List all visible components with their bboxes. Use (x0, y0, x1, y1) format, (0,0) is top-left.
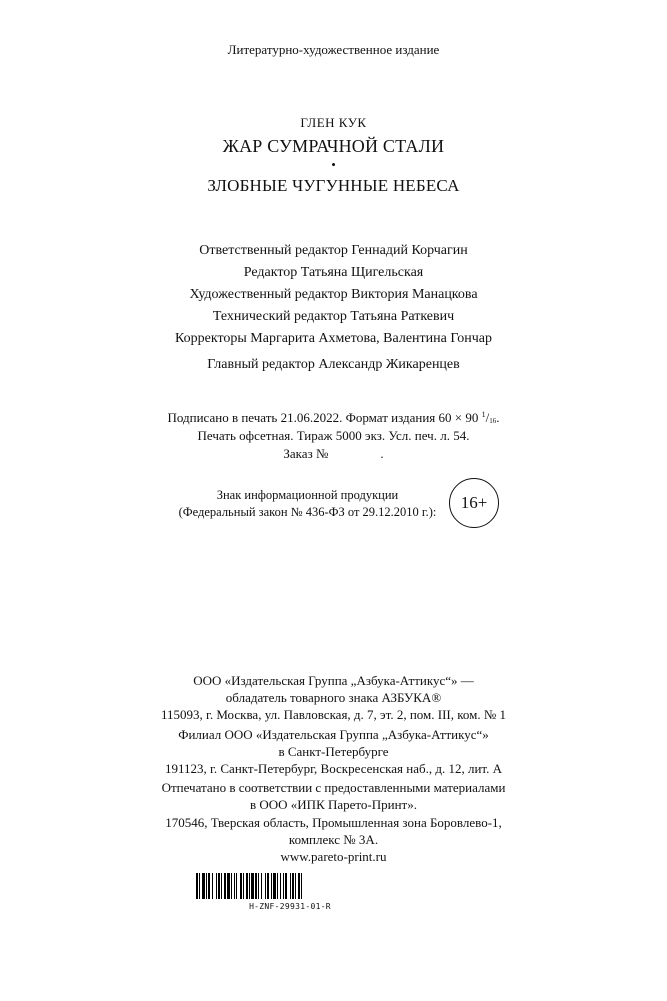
barcode (196, 873, 386, 899)
barcode-text: H-ZNF-29931-01-R (249, 902, 331, 911)
printer-address: 170546, Тверская область, Промышленная зона Боровлево-1, (165, 815, 502, 830)
book-title-2: ЗЛОБНЫЕ ЧУГУННЫЕ НЕБЕСА (207, 176, 460, 195)
order-number: Заказ № . (283, 446, 384, 461)
book-title-1: ЖАР СУМРАЧНОЙ СТАЛИ (222, 136, 445, 156)
author-name: ГЛЕН КУК (300, 115, 367, 130)
printer-address: комплекс № 3А. (288, 832, 379, 847)
info-sign-line-2: (Федеральный закон № 436-ФЗ от 29.12.2010 г.): (178, 505, 437, 519)
credit-line: Редактор Татьяна Щигельская (243, 265, 424, 280)
print-info-line-2: Печать офсетная. Тираж 5000 экз. Усл. печ. л. 54. (197, 428, 470, 443)
credit-line: Корректоры Маргарита Ахметова, Валентина Гончар (175, 331, 492, 346)
info-sign-text (175, 487, 440, 521)
barcode-stripe (302, 873, 305, 899)
branch-line: Филиал ООО «Издательская Группа „Азбука-Аттикус“» (178, 727, 489, 742)
branch-address: 191123, г. Санкт-Петербург, Воскресенская наб., д. 12, лит. А (165, 761, 502, 776)
edition-type: Литературно-художественное издание (227, 42, 440, 57)
publisher-address: 115093, г. Москва, ул. Павловская, д. 7, эт. 2, пом. III, ком. № 1 (160, 707, 507, 722)
printer-website: www.pareto-print.ru (280, 849, 387, 864)
credit-line: Ответственный редактор Геннадий Корчагин (199, 243, 468, 258)
printer-line: Отпечатано в соответствии с предоставленными материалами (161, 780, 506, 795)
branch-line: в Санкт-Петербурге (278, 744, 389, 759)
title-separator: • (331, 157, 336, 172)
credit-line: Технический редактор Татьяна Раткевич (212, 309, 455, 324)
age-rating-badge: 16+ (449, 478, 499, 528)
publisher-line: ООО «Издательская Группа „Азбука-Аттикус“» — (193, 673, 474, 688)
chief-editor: Главный редактор Александр Жикаренцев (207, 357, 460, 372)
info-sign-line-1: Знак информационной продукции (216, 488, 399, 502)
print-info-line-1: Подписано в печать 21.06.2022. Формат издания 60 × 90 $^1/_{16}$. (167, 410, 500, 425)
publisher-line: обладатель товарного знака АЗБУКА® (225, 690, 442, 705)
credit-line: Художественный редактор Виктория Манацкова (189, 287, 478, 302)
printer-line: в ООО «ИПК Парето-Принт». (249, 797, 417, 812)
